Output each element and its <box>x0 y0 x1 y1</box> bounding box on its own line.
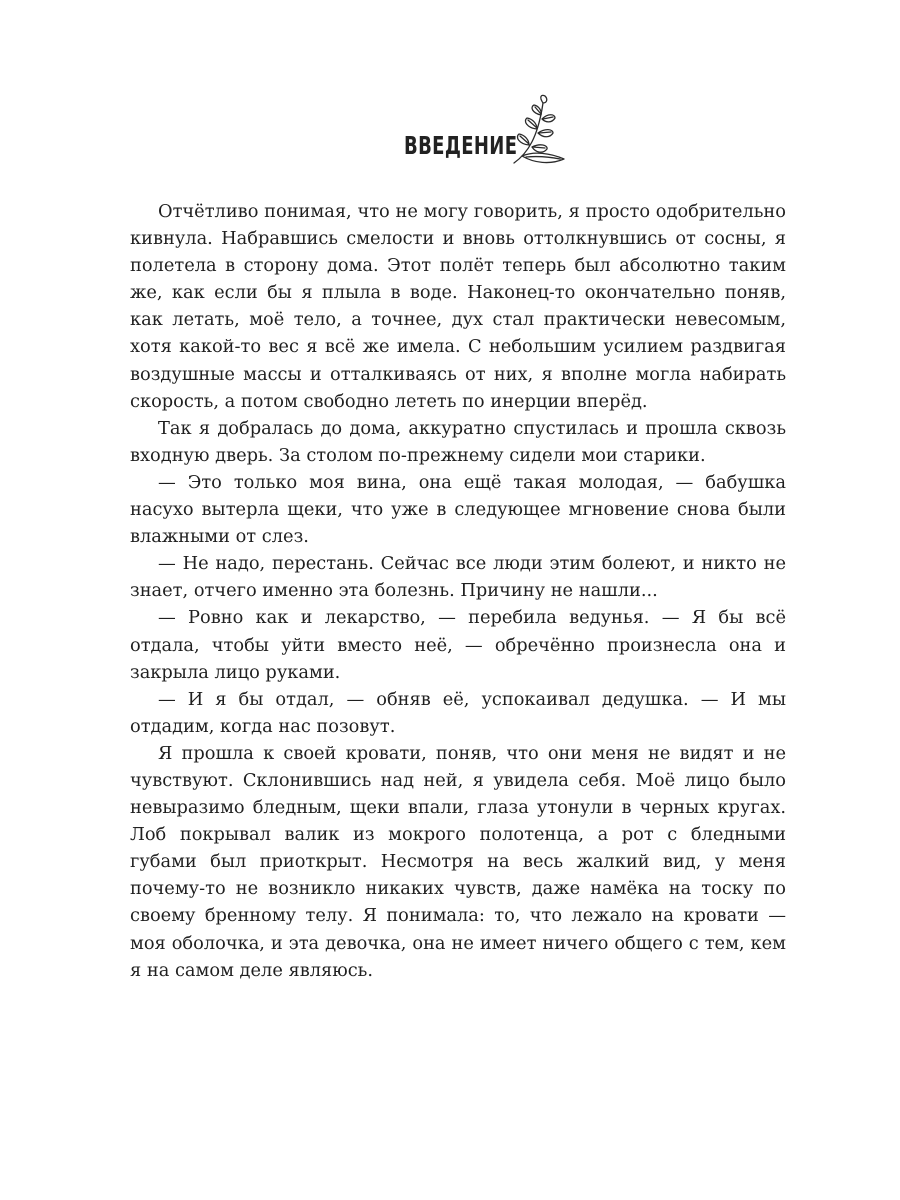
paragraph: Отчётливо понимая, что не могу говорить, я просто одобрительно кивнула. Набравшись смелости и вновь оттолкнувшись от сосны, я полетела в сторону дома. Этот полёт теперь был абсолютно таким же, как если бы я плыла в воде. Наконец-то окончательно поняв, как летать, моё тело, а точнее, дух стал практически невесомым, хотя какой-то вес я всё же имела. С небольшим усилием раздвигая воздушные массы и отталкиваясь от них, я вполне могла набирать скорость, а потом свободно лететь по инерции вперёд. <box>130 201 786 412</box>
chapter-header <box>398 93 568 175</box>
leaf-branch-icon <box>510 93 568 171</box>
paragraph: — Ровно как и лекарство, — перебила ведунья. — Я бы всё отдала, чтобы уйти вместо неё, — обречённо произнесла она и закрыла лицо руками. <box>130 607 786 683</box>
paragraph: — И я бы отдал, — обняв её, успокаивал дедушка. — И мы отдадим, когда нас позовут. <box>130 688 786 737</box>
paragraph: Я прошла к своей кровати, поняв, что они меня не видят и не чувствуют. Склонившись над ней, я увидела себя. Моё лицо было невыразимо бледным, щеки впали, глаза утонули в черных кругах. Лоб покрывал валик из мокрого полотенца, а рот с бледными губами был приоткрыт. Несмотря на весь жалкий вид, у меня почему-то не возникло никаких чувств, даже намёка на тоску по своему бренному телу. Я понимала: то, что лежало на кровати — моя оболочка, и эта девочка, она не имеет ничего общего с тем, кем я на самом деле являюсь. <box>130 742 786 981</box>
paragraph: Так я добралась до дома, аккуратно спустилась и прошла сквозь входную дверь. За столом по-прежнему сидели мои старики. <box>130 417 786 466</box>
body-text <box>130 198 786 984</box>
paragraph: — Не надо, перестань. Сейчас все люди этим болеют, и никто не знает, отчего именно эта болезнь. Причину не нашли... <box>130 553 786 602</box>
paragraph: — Это только моя вина, она ещё такая молодая, — бабушка насухо вытерла щеки, что уже в следующее мгновение снова были влажными от слез. <box>130 471 786 548</box>
chapter-title: ВВЕДЕНИЕ <box>404 131 518 160</box>
